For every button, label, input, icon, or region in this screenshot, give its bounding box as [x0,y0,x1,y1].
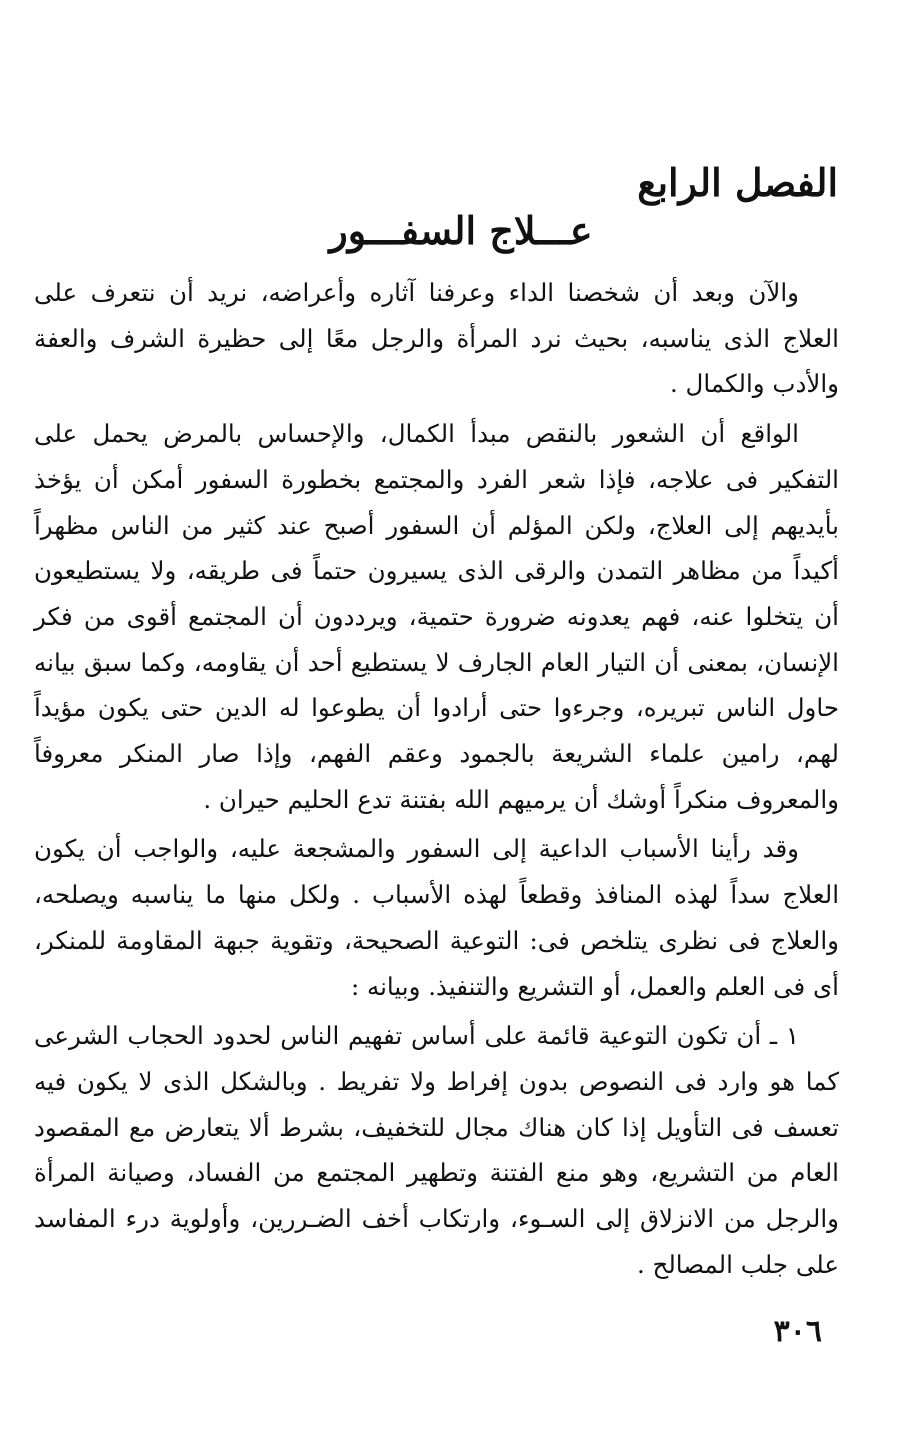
paragraph-causes: وقد رأينا الأسباب الداعية إلى السفور والمشجعة عليه، والواجب أن يكون العلاج سداً لهذه المنافذ وقطعاً لهذه الأسباب . ولكل منها ما يناسبه ويصلحه، والعلاج فى نظرى يتلخص فى: التوعية الصحيحة، وتقوية جبهة المقاومة للمنكر، أى فى العلم والعمل، أو التشريع والتنفيذ. وبيانه : [34,834,839,1001]
chapter-title: عـــلاج السفـــور [329,208,593,253]
chapter-body [34,270,839,1291]
paragraph-point-one: ١ ـ أن تكون التوعية قائمة على أساس تفهيم الناس لحدود الحجاب الشرعى كما هو وارد فى النصوص بدون إفراط ولا تفريط . وبالشكل الذى لا يكون فيه تعسف فى التأويل إذا كان هناك مجال للتخفيف، بشرط ألا يتعارض مع المقصود العام من التشريع، وهو منع الفتنة وتطهير المجتمع من الفساد، وصيانة المرأة والرجل من الانزلاق إلى السـوء، وارتكاب أخف الضـررين، وأولوية درء المفاسد على جلب المصالح . [34,1021,839,1279]
paragraph-reality: الواقع أن الشعور بالنقص مبدأ الكمال، والإحساس بالمرض يحمل على التفكير فى علاجه، فإذا شعر الفرد والمجتمع بخطورة السفور أمكن أن يؤخذ بأيديهم إلى العلاج، ولكن المؤلم أن السفور أصبح عند كثير من الناس مظهراً أكيداً من مظاهر التمدن والرقى الذى يسيرون حتماً فى طريقه، ولا يستطيعون أن يتخلوا عنه، فهم يعدونه ضرورة حتمية، ويرددون أن المجتمع أقوى من فكر الإنسان، بمعنى أن التيار العام الجارف لا يستطيع أحد أن يقاومه، وكما سبق بيانه حاول الناس تبريره، وجرءوا حتى أرادوا أن يطوعوا له الدين حتى يكون مؤيداً لهم، رامين علماء الشريعة بالجمود وعقم الفهم، وإذا صار المنكر معروفاً والمعروف منكراً أوشك أن يرميهم الله بفتنة تدع الحليم حيران . [34,419,839,814]
paragraph-intro: والآن وبعد أن شخصنا الداء وعرفنا آثاره وأعراضه، نريد أن نتعرف على العلاج الذى يناسبه، بحيث نرد المرأة والرجل معًا إلى حظيرة الشرف والعفة والأدب والكمال . [34,278,839,399]
page-number: ٣٠٦ [773,1314,822,1349]
chapter-label: الفصل الرابع [637,160,838,205]
